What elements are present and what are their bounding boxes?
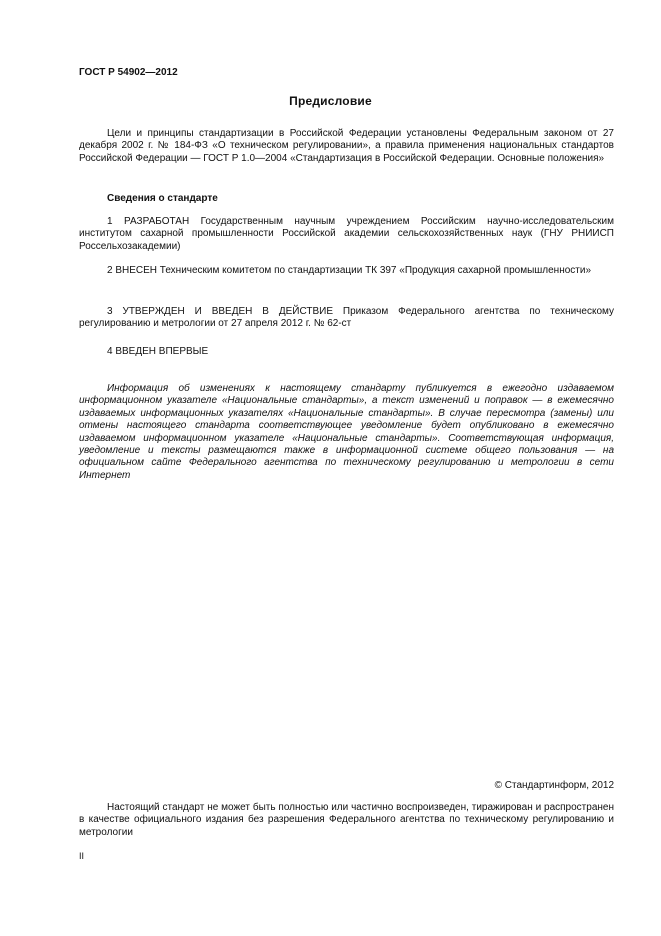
standard-info-heading: Сведения о стандарте [107, 193, 218, 204]
preface-title: Предисловие [289, 94, 372, 108]
info-item-1-text: 1 РАЗРАБОТАН Государственным научным учреждением Российским научно-исследовательским институтом сахарной промышленности Российской академии сельскохозяйственных наук (ГНУ РНИИСП Россельхозакадемии) [79, 216, 614, 252]
info-item-3-text: 3 УТВЕРЖДЕН И ВВЕДЕН В ДЕЙСТВИЕ Приказом Федерального агентства по техническому регулированию и метрологии от 27 апреля 2012 г. № 62-ст [79, 306, 614, 330]
copyright: © Стандартинформ, 2012 [494, 780, 614, 791]
intro-paragraph [79, 128, 614, 165]
document-code: ГОСТ Р 54902—2012 [79, 67, 178, 78]
changes-info-text: Информация об изменениях к настоящему стандарту публикуется в ежегодно издаваемом информационном указателе «Национальные стандарты», а текст изменений и поправок — в ежемесячно издаваемых информационных указателях «Национальные стандарты». В случае пересмотра (замены) или отмены настоящего стандарта соответствующее уведомление будет опубликовано в ежемесячно издаваемом информационном указателе «Национальные стандарты». Соответствующая информация, уведомление и тексты размещаются также в информационной системе общего пользования — на официальном сайте Федерального агентства по техническому регулированию и метрологии в сети Интернет [79, 383, 614, 481]
reproduction-notice-text: Настоящий стандарт не может быть полностью или частично воспроизведен, тиражирован и распространен в качестве официального издания без разрешения Федерального агентства по техническому регулированию и метрологии [79, 802, 614, 838]
page-number: II [79, 851, 85, 861]
info-item-1 [79, 216, 614, 253]
info-item-4-text: 4 ВВЕДЕН ВПЕРВЫЕ [107, 346, 209, 357]
changes-info-paragraph [79, 383, 614, 482]
intro-text: Цели и принципы стандартизации в Российской Федерации установлены Федеральным законом от 27 декабря 2002 г. № 184-ФЗ «О техническом регулировании», а правила применения национальных стандартов Российской Федерации — ГОСТ Р 1.0—2004 «Стандартизация в Российской Федерации. Основные положения» [79, 128, 614, 164]
info-item-4 [79, 346, 614, 358]
info-item-2-text: 2 ВНЕСЕН Техническим комитетом по стандартизации ТК 397 «Продукция сахарной промышленности» [107, 265, 592, 276]
info-item-3 [79, 306, 614, 331]
info-item-2 [79, 265, 614, 277]
reproduction-notice [79, 802, 614, 839]
